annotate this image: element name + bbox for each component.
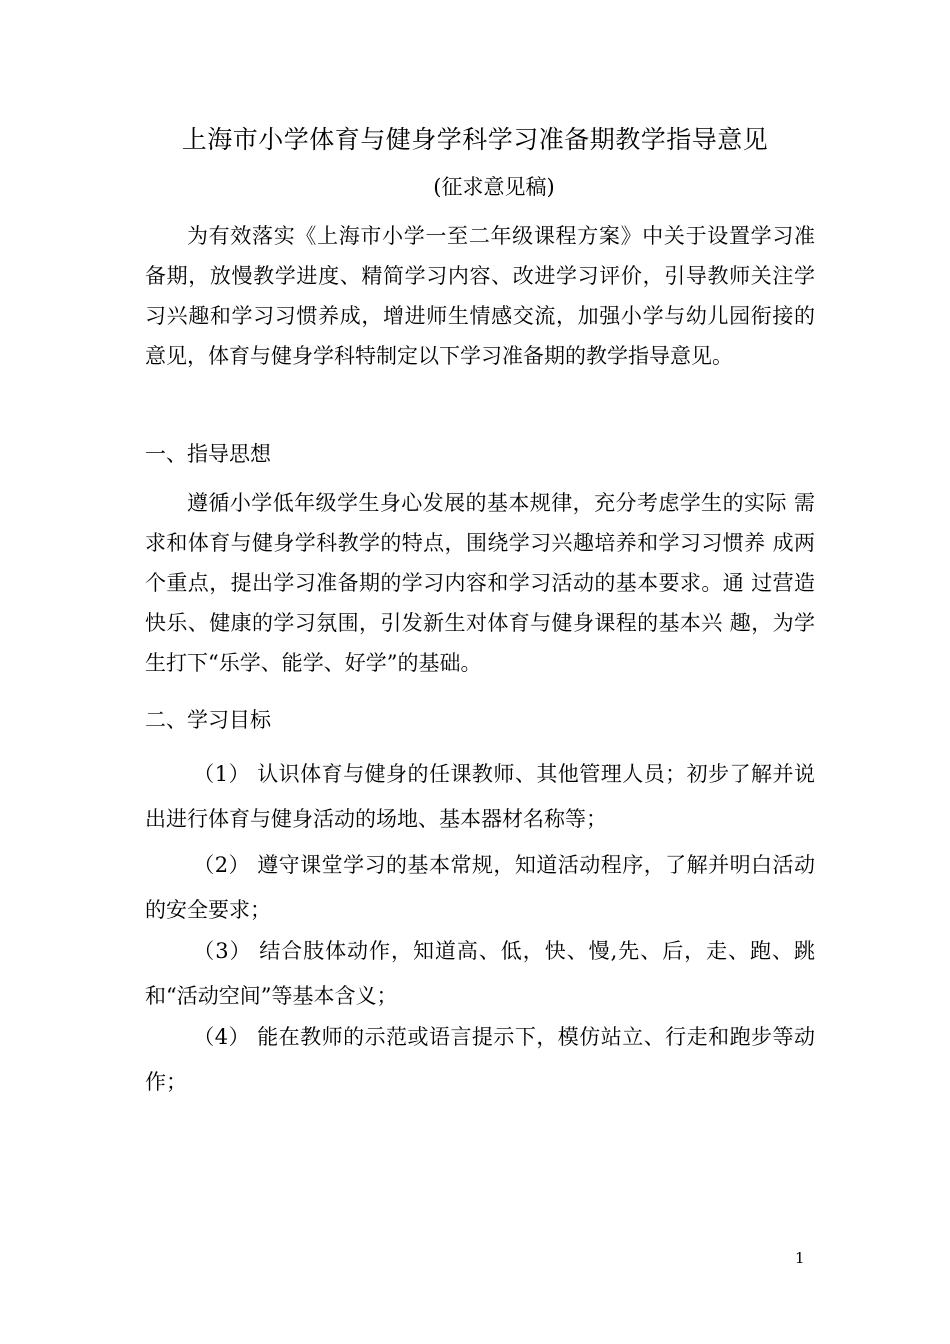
- document-subtitle: (征求意见稿): [433, 175, 555, 199]
- learning-goal-item: （2） 遵守课堂学习的基本常规，知道活动程序，了解并明白活动的安全要求；: [145, 853, 815, 922]
- section-heading-guiding-ideology: 一、指导思想: [145, 442, 271, 466]
- document-title: 上海市小学体育与健身学科学习准备期教学指导意见: [181, 125, 769, 154]
- learning-goal-item: （1） 认识体育与健身的任课教师、其他管理人员；初步了解并说出进行体育与健身活动的场地、基本器材名称等；: [145, 762, 815, 831]
- intro-paragraph: 为有效落实《上海市小学一至二年级课程方案》中关于设置学习准备期，放慢教学进度、精简学习内容、改进学习评价，引导教师关注学习兴趣和学习习惯养成，增进师生情感交流，加强小学与幼儿园衔接的意见，体育与健身学科特制定以下学习准备期的教学指导意见。: [145, 224, 815, 368]
- section-body-guiding-ideology: 遵循小学低年级学生身心发展的基本规律，充分考虑学生的实际 需求和体育与健身学科教学的特点，围绕学习兴趣培养和学习习惯养 成两个重点，提出学习准备期的学习内容和学习活动的基本要求。通 过营造快乐、健康的学习氛围，引发新生对体育与健身课程的基本兴 趣，为学生打下“乐学、能学、好学”的基础。: [145, 491, 815, 675]
- learning-goal-item: （3） 结合肢体动作，知道高、低，快、慢,先、后，走、跑、跳和“活动空间”等基本含义；: [145, 939, 815, 1008]
- section-heading-learning-goals: 二、学习目标: [145, 708, 271, 732]
- learning-goal-item: （4） 能在教师的示范或语言提示下，模仿站立、行走和跑步等动作；: [145, 1025, 815, 1094]
- page-number: 1: [795, 1249, 805, 1267]
